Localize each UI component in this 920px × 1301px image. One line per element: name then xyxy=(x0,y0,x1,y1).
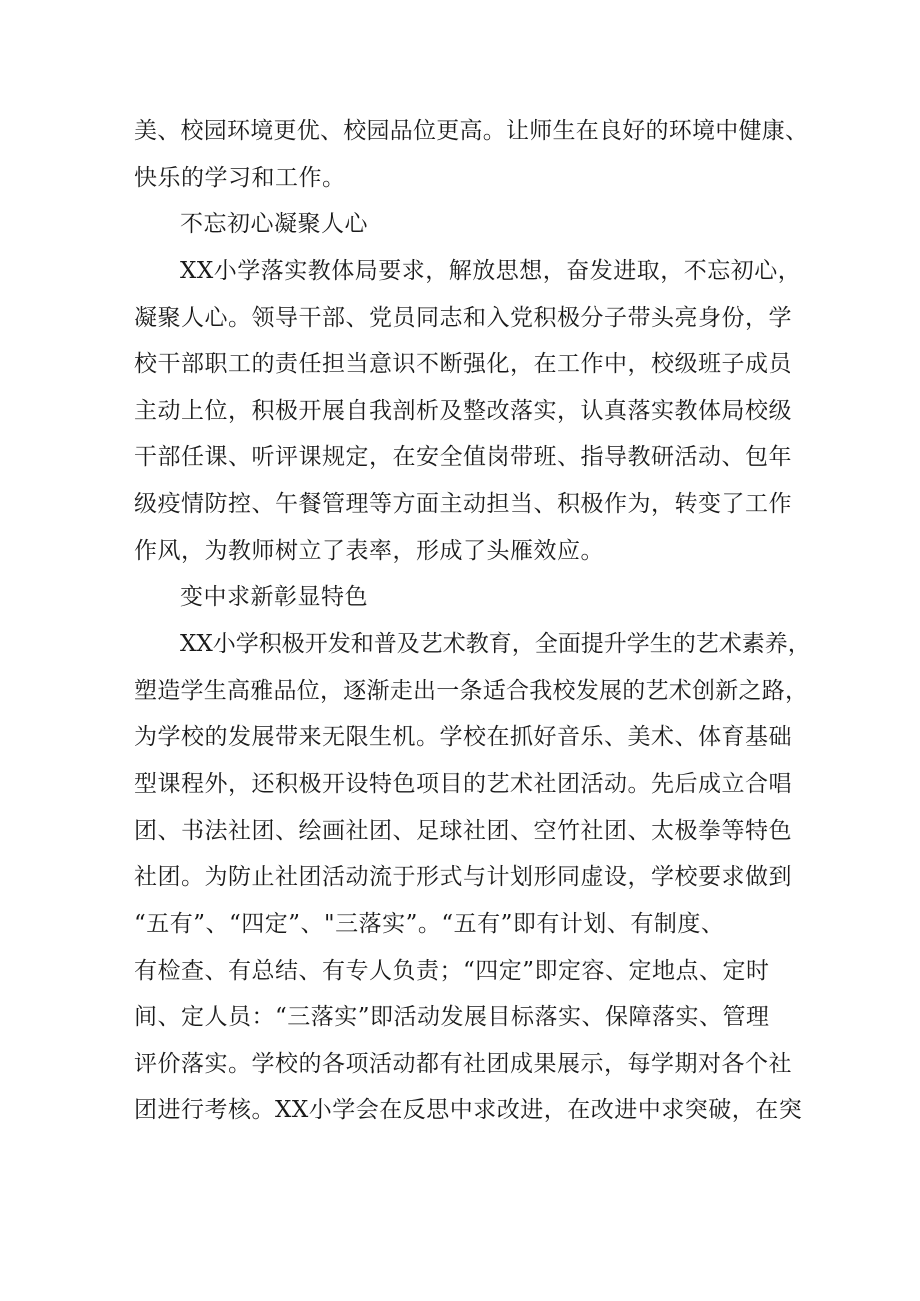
paragraph-line: 团、书法社团、绘画社团、足球社团、空竹社团、太极拳等特色 xyxy=(134,817,792,844)
document-body xyxy=(134,108,814,1134)
paragraph-line: 干部任课、听评课规定，在安全值岗带班、指导教研活动、包年 xyxy=(134,444,792,471)
paragraph-line: 评价落实。学校的各项活动都有社团成果展示，每学期对各个社 xyxy=(134,1050,792,1077)
paragraph-line: XX小学落实教体局要求，解放思想，奋发进取，不忘初心， xyxy=(180,257,802,284)
paragraph-line: 主动上位，积极开展自我剖析及整改落实，认真落实教体局校级 xyxy=(134,397,792,424)
paragraph-line: 团进行考核。XX小学会在反思中求改进，在改进中求突破，在突 xyxy=(134,1097,803,1124)
section-heading: 变中求新彰显特色 xyxy=(180,584,368,611)
paragraph-line: 凝聚人心。领导干部、党员同志和入党积极分子带头亮身份，学 xyxy=(134,304,792,331)
paragraph-line: 美、校园环境更优、校园品位更高。让师生在良好的环境中健康、 xyxy=(134,118,809,144)
paragraph-line: 快乐的学习和工作。 xyxy=(134,164,346,191)
paragraph-line: 作风，为教师树立了表率，形成了头雁效应。 xyxy=(134,537,604,564)
paragraph-line: 型课程外，还积极开设特色项目的艺术社团活动。先后成立合唱 xyxy=(134,770,792,797)
paragraph-line: 间、定人员：“三落实”即活动发展目标落实、保障落实、管理 xyxy=(134,1004,770,1031)
paragraph-line: 校干部职工的责任担当意识不断强化，在工作中，校级班子成员 xyxy=(134,351,792,378)
paragraph-line: 有检查、有总结、有专人负责；“四定”即定容、定地点、定时 xyxy=(134,957,770,984)
paragraph-line: 级疫情防控、午餐管理等方面主动担当、积极作为，转变了工作 xyxy=(134,491,792,518)
paragraph-line: 为学校的发展带来无限生机。学校在抓好音乐、美术、体育基础 xyxy=(134,724,792,751)
paragraph-line: 塑造学生高雅品位，逐渐走出一条适合我校发展的艺术创新之路， xyxy=(134,677,809,704)
paragraph-line: 社团。为防止社团活动流于形式与计划形同虚设，学校要求做到 xyxy=(134,864,792,891)
paragraph-line: XX小学积极开发和普及艺术教育，全面提升学生的艺术素养， xyxy=(180,631,811,658)
section-heading: 不忘初心凝聚人心 xyxy=(180,211,368,238)
paragraph-line: “五有”、“四定”、"三落实”。“五有”即有计划、有制度、 xyxy=(134,910,725,937)
